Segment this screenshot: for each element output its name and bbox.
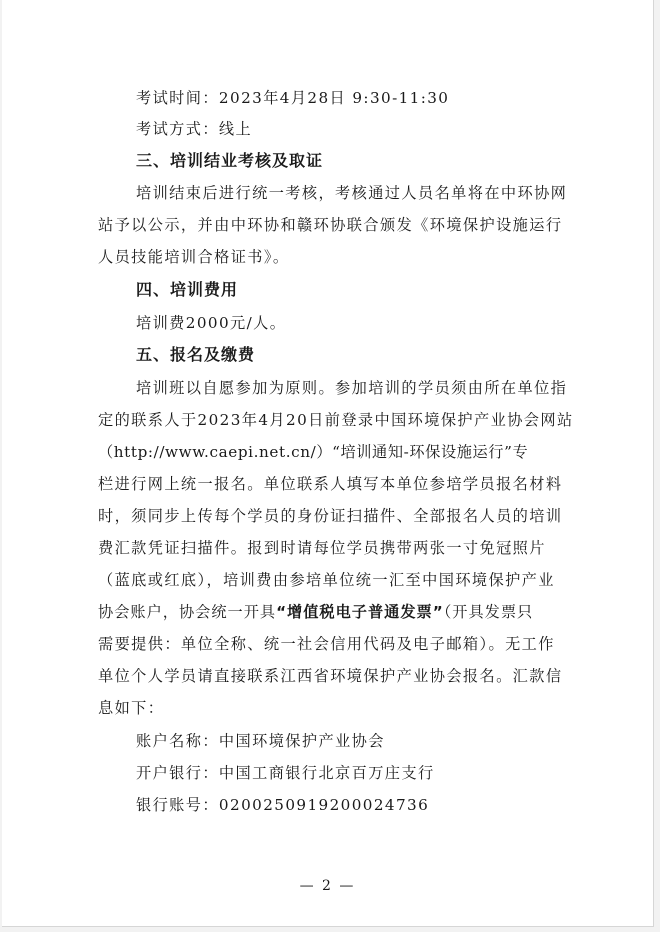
exam-method: 考试方式：线上 [136,120,253,138]
section-5-line-10: 单位个人学员请直接联系江西省环境保护产业协会报名。汇款信 [98,667,563,685]
section-4-heading: 四、培训费用 [136,280,239,299]
section-5-heading: 五、报名及缴费 [136,345,256,364]
invoice-suffix: （开具发票只 [443,603,534,621]
section-3-line-3: 人员技能培训合格证书》。 [98,248,290,266]
page-number: — 2 — [299,878,356,894]
section-5-line-4: 栏进行网上统一报名。单位联系人填写本单位参培学员报名材料 [98,475,563,493]
bank-name: 开户银行：中国工商银行北京百万庄支行 [136,764,435,782]
section-5-line-3: （http://www.caepi.net.cn/）“培训通知-环保设施运行”专 [98,443,529,461]
invoice-prefix: 协会账户，协会统一开具 [98,603,277,621]
invoice-type: “增值税电子普通发票” [276,603,444,621]
section-5-line-2: 定的联系人于2023年4月20日前登录中国环境保护产业协会网站 [98,411,574,429]
training-fee: 培训费2000元/人。 [136,314,287,332]
section-5-invoice-line [98,597,653,627]
section-5-line-1: 培训班以自愿参加为原则。参加培训的学员须由所在单位指 [136,379,568,397]
section-3-line-1: 培训结束后进行统一考核，考核通过人员名单将在中环协网 [136,184,568,202]
section-3-line-2: 站予以公示，并由中环协和赣环协联合颁发《环境保护设施运行 [98,216,563,234]
document-page [2,0,654,927]
section-5-line-7: （蓝底或红底），培训费由参培单位统一汇至中国环境保护产业 [98,571,555,589]
exam-time: 考试时间：2023年4月28日 9:30-11:30 [136,89,450,107]
section-5-line-11: 息如下： [98,699,165,717]
section-3-heading: 三、培训结业考核及取证 [136,151,324,170]
section-5-line-5: 时，须同步上传每个学员的身份证扫描件、全部报名人员的培训 [98,507,563,525]
account-name: 账户名称：中国环境保护产业协会 [136,732,385,750]
section-5-line-9: 需要提供：单位全称、统一社会信用代码及电子邮箱）。无工作 [98,635,555,653]
section-5-line-6: 费汇款凭证扫描件。报到时请每位学员携带两张一寸免冠照片 [98,539,546,557]
account-number: 银行账号：0200250919200024736 [136,796,430,814]
